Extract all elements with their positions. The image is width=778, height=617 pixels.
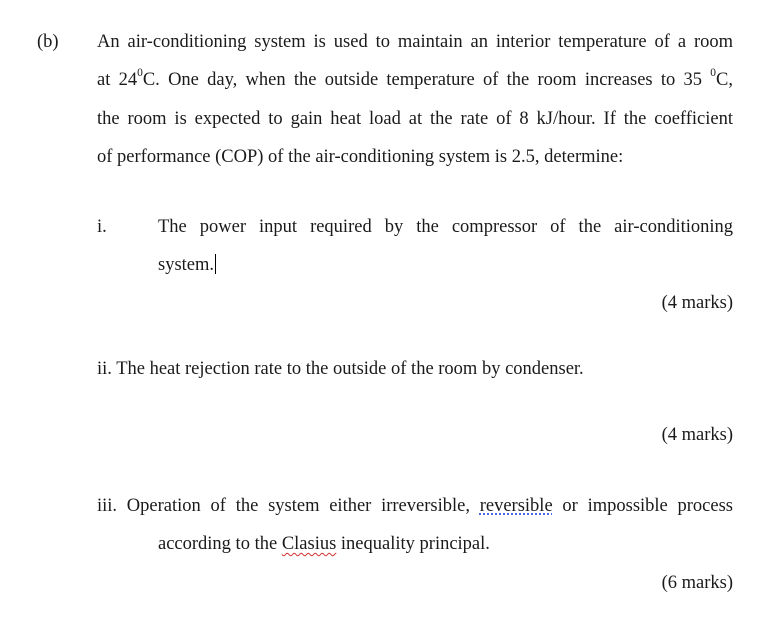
- intro-line-2: [97, 69, 733, 91]
- part-i-line-2[interactable]: [158, 254, 216, 276]
- part-ii-text: ii. The heat rejection rate to the outside of the room by condenser.: [97, 359, 584, 379]
- part-iii-marks: (6 marks): [661, 573, 733, 593]
- intro-line-2-post: C,: [716, 70, 733, 90]
- degree-superscript-2: 0: [710, 67, 717, 80]
- intro-line-2-mid: C. One day, when the outside temperature of the room increases to 35: [142, 70, 711, 90]
- part-ii-marks: (4 marks): [661, 425, 733, 445]
- intro-line-3: the room is expected to gain heat load at the rate of 8 kJ/hour. If the coefficient: [97, 109, 733, 129]
- part-i-line-2-text: system.: [158, 255, 215, 275]
- part-iii-line-2: [158, 533, 490, 555]
- part-iii-line-2-post: inequality principal.: [336, 534, 490, 554]
- part-i-line-1: The power input required by the compressor of the air-conditioning: [158, 217, 733, 237]
- text-cursor: [215, 254, 216, 274]
- intro-line-2-pre: at 24: [97, 70, 138, 90]
- degree-superscript-1: 0: [137, 67, 143, 80]
- part-i-marks: (4 marks): [661, 293, 733, 313]
- part-iii-line-1-post: or impossible process: [552, 496, 733, 516]
- part-i-label: i.: [97, 217, 107, 237]
- grammar-flag-reversible[interactable]: reversible: [479, 496, 553, 516]
- part-iii-line-2-pre: according to the: [158, 534, 282, 554]
- intro-line-4: of performance (COP) of the air-conditioning system is 2.5, determine:: [97, 147, 624, 167]
- part-iii-line-1: [97, 495, 733, 517]
- spelling-flag-clasius[interactable]: Clasius: [281, 534, 337, 554]
- intro-line-1: An air-conditioning system is used to maintain an interior temperature of a room: [97, 32, 733, 52]
- question-label: (b): [37, 32, 59, 52]
- part-iii-line-1-pre: iii. Operation of the system either irreversible,: [97, 496, 480, 516]
